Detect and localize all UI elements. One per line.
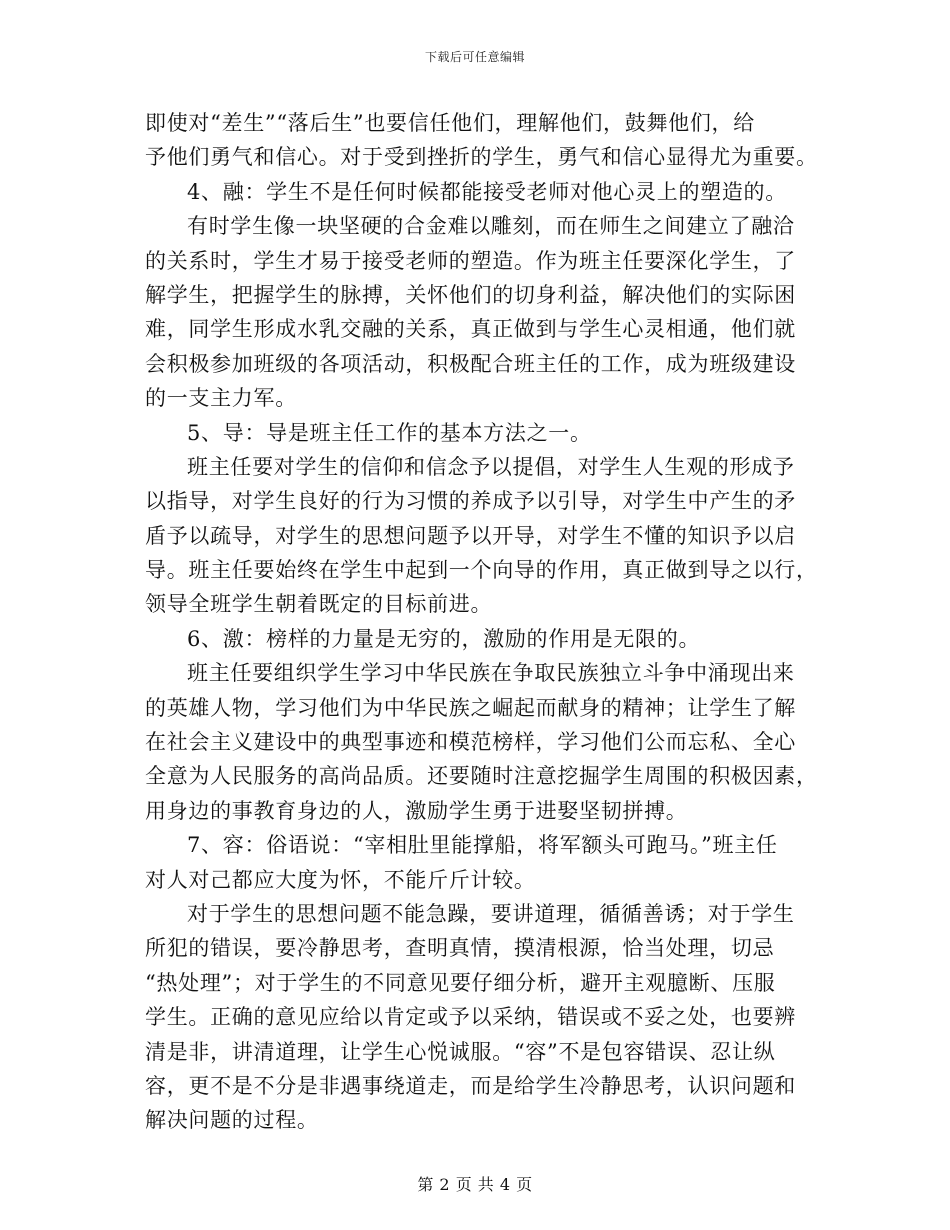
body-text [145, 106, 818, 1138]
text-line: 解学生，把握学生的脉搏，关怀他们的切身利益，解决他们的实际困 [145, 282, 796, 307]
text-line: 领导全班学生朝着既定的目标前进。 [145, 592, 493, 617]
text-line: 即使对“差生”“落后生”也要信任他们，理解他们，鼓舞他们，给 [145, 111, 755, 135]
text-line: 予他们勇气和信心。对于受到挫折的学生，勇气和信心显得尤为重要。 [145, 145, 818, 170]
text-line: 对于学生的思想问题不能急躁，要讲道理，循循善诱；对于学生 [187, 901, 795, 926]
text-line: 班主任要组织学生学习中华民族在争取民族独立斗争中涌现出来 [187, 661, 795, 686]
text-line: 用身边的事教育身边的人，激励学生勇于进娶坚韧拼搏。 [145, 798, 688, 823]
text-line: 的英雄人物，学习他们为中华民族之崛起而献身的精神；让学生了解 [145, 695, 796, 720]
text-line: 清是非，讲清道理，让学生心悦诚服。“容”不是包容错误、忍让纵 [145, 1039, 776, 1064]
text-line: 所犯的错误，要冷静思考，查明真情，摸清根源，恰当处理，切忌 [145, 936, 775, 961]
text-line: 盾予以疏导，对学生的思想问题予以开导，对学生不懂的知识予以启 [145, 523, 796, 548]
text-line: “热处理”；对于学生的不同意见要仔细分析，避开主观臆断、压服 [145, 970, 776, 995]
text-line: 在社会主义建设中的典型事迹和模范榜样，学习他们公而忘私、全心 [145, 730, 796, 755]
text-line: 班主任要对学生的信仰和信念予以提倡，对学生人生观的形成予 [187, 454, 795, 479]
text-line: 导。班主任要始终在学生中起到一个向导的作用，真正做到导之以行， [145, 558, 818, 583]
page-footer: 第 2 页 共 4 页 [417, 1175, 533, 1194]
section-heading: 4、融：学生不是任何时候都能接受老师对他心灵上的塑造的。 [187, 179, 787, 204]
section-heading: 6、激：榜样的力量是无穷的，激励的作用是无限的。 [187, 626, 701, 651]
text-line: 会积极参加班级的各项活动，积极配合班主任的工作，成为班级建设 [145, 351, 796, 376]
page-header: 下载后可任意编辑 [424, 50, 525, 64]
text-line: 学生。正确的意见应给以肯定或予以采纳，错误或不妥之处，也要辨 [145, 1005, 796, 1030]
text-line: 解决问题的过程。 [145, 1108, 319, 1133]
text-line: 的一支主力军。 [145, 386, 297, 411]
section-heading: 7、容：俗语说：“宰相肚里能撑船，将军额头可跑马。”班主任 [187, 833, 778, 858]
text-line: 容，更不是不分是非遇事绕道走，而是给学生冷静思考，认识问题和 [145, 1073, 796, 1098]
text-line: 全意为人民服务的高尚品质。还要随时注意挖掘学生周围的积极因素， [145, 764, 818, 789]
section-heading: 5、导：导是班主任工作的基本方法之一。 [187, 420, 592, 445]
text-line: 的关系时，学生才易于接受老师的塑造。作为班主任要深化学生，了 [145, 248, 796, 273]
text-line: 以指导，对学生良好的行为习惯的养成予以引导，对学生中产生的矛 [145, 489, 796, 514]
text-line: 有时学生像一块坚硬的合金难以雕刻，而在师生之间建立了融洽 [187, 214, 795, 239]
text-line: 对人对己都应大度为怀，不能斤斤计较。 [145, 867, 536, 892]
text-line: 难，同学生形成水乳交融的关系，真正做到与学生心灵相通，他们就 [145, 317, 796, 342]
